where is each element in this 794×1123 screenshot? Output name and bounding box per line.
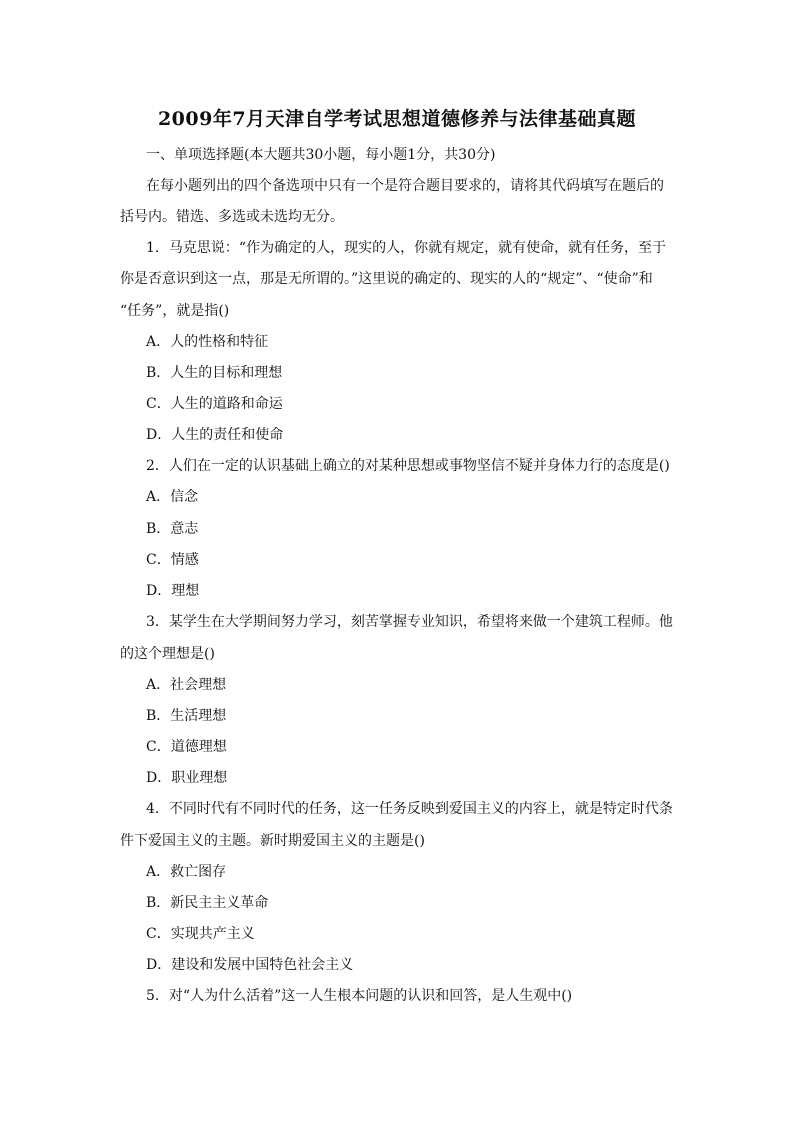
question-1-option-b: B．人生的目标和理想 <box>146 365 283 381</box>
question-3-option-b: B．生活理想 <box>146 708 227 724</box>
question-2-option-a: A．信念 <box>146 489 199 505</box>
question-2-option-c: C．情感 <box>146 552 199 568</box>
question-4-option-b: B．新民主主义革命 <box>146 895 269 911</box>
question-1-option-d: D．人生的责任和使命 <box>146 427 284 443</box>
question-4-text: 件下爱国主义的主题。新时期爱国主义的主题是() <box>120 833 425 849</box>
question-4-text: 4．不同时代有不同时代的任务，这一任务反映到爱国主义的内容上，就是特定时代条 <box>146 801 673 817</box>
question-2-text: 2．人们在一定的认识基础上确立的对某种思想或事物坚信不疑并身体力行的态度是() <box>146 458 670 474</box>
question-1-text: 1．马克思说：“作为确定的人，现实的人，你就有规定，就有使命，就有任务，至于 <box>146 240 667 256</box>
question-3-option-a: A．社会理想 <box>146 677 227 693</box>
question-2-option-d: D．理想 <box>146 583 200 599</box>
question-1-text: 你是否意识到这一点，那是无所谓的。”这里说的确定的、现实的人的“规定”、“使命”和 <box>120 271 653 287</box>
question-3-text: 的这个理想是() <box>120 646 215 662</box>
question-2-option-b: B．意志 <box>146 521 199 537</box>
section-heading: 一、单项选择题(本大题共30小题，每小题1分，共30分) <box>146 147 496 163</box>
instructions-line: 在每小题列出的四个备选项中只有一个是符合题目要求的，请将其代码填写在题后的 <box>146 178 664 194</box>
question-1-text: “任务”，就是指() <box>120 303 230 319</box>
question-4-option-a: A．救亡图存 <box>146 864 227 880</box>
document-title: 2009年7月天津自学考试思想道德修养与法律基础真题 <box>157 108 637 130</box>
question-1-option-c: C．人生的道路和命运 <box>146 396 283 412</box>
question-5-text: 5．对“人为什么活着”这一人生根本问题的认识和回答，是人生观中() <box>146 988 573 1004</box>
question-3-option-c: C．道德理想 <box>146 739 227 755</box>
instructions-line: 括号内。错选、多选或未选均无分。 <box>120 209 344 225</box>
question-4-option-c: C．实现共产主义 <box>146 926 255 942</box>
question-3-option-d: D．职业理想 <box>146 770 228 786</box>
question-4-option-d: D．建设和发展中国特色社会主义 <box>146 957 354 973</box>
question-1-option-a: A．人的性格和特征 <box>146 334 269 350</box>
question-3-text: 3．某学生在大学期间努力学习，刻苦掌握专业知识，希望将来做一个建筑工程师。他 <box>146 614 673 630</box>
